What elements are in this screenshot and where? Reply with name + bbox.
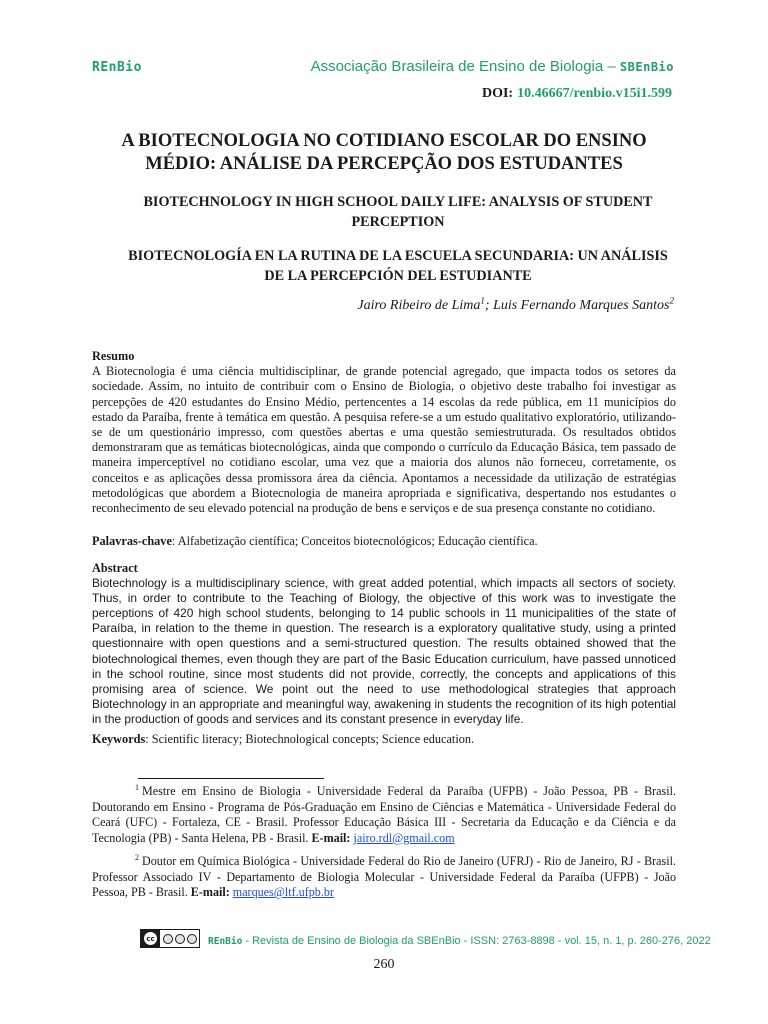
doi-label: DOI: bbox=[481, 86, 514, 101]
cc-terms-icons bbox=[163, 934, 197, 944]
author-1: Jairo Ribeiro de Lima bbox=[357, 298, 481, 313]
author-1-footnote-mark[interactable]: 1 bbox=[480, 295, 485, 306]
footnote-2-email-link[interactable]: marques@ltf.ufpb.br bbox=[232, 885, 334, 900]
keywords-section bbox=[92, 732, 676, 747]
abstract-section bbox=[92, 561, 676, 727]
footnote-1-text: Mestre em Ensino de Biologia - Universidade Federal da Paraíba (UFPB) - João Pessoa, PB - Brasil. Doutorando em Ensino - Programa de Pós-Graduação em Ensino de Ciências e Matemática - Universidade Federal do Ceará (UFC) - Fortaleza, CE - Brasil. Professor Educação Básica III - Secretaria da Educação e da Ciência e da Tecnologia (PB) - Santa Helena, PB - Brasil. bbox=[92, 784, 676, 845]
footnote-1-email-label: E-mail: bbox=[311, 830, 351, 845]
cc-logo-icon bbox=[141, 930, 160, 947]
resumo-section bbox=[92, 349, 676, 516]
creative-commons-badge-icon[interactable] bbox=[140, 929, 200, 948]
cc-by-icon bbox=[163, 934, 173, 944]
author-separator: ; bbox=[484, 298, 494, 313]
page-number: 260 bbox=[373, 957, 395, 972]
cc-circle-icon: cc bbox=[144, 932, 157, 945]
association-name bbox=[311, 58, 674, 75]
journal-citation-footer bbox=[208, 935, 711, 947]
cc-sa-icon bbox=[187, 934, 197, 944]
title-portuguese: A BIOTECNOLOGIA NO COTIDIANO ESCOLAR DO ENSINO MÉDIO: ANÁLISE DA PERCEPÇÃO DOS ESTUDANTES bbox=[121, 131, 647, 174]
palavras-chave-label: Palavras-chave bbox=[92, 534, 172, 548]
keywords-label: Keywords bbox=[92, 732, 146, 746]
footer-citation: - Revista de Ensino de Biologia da SBEnBio - ISSN: 2763-8898 - vol. 15, n. 1, p. 260-276, 2022 bbox=[242, 935, 711, 947]
resumo-heading: Resumo bbox=[92, 349, 135, 363]
journal-logo: REnBio bbox=[92, 60, 142, 75]
footnote-1-mark: 1 bbox=[135, 782, 139, 792]
title-english: BIOTECHNOLOGY IN HIGH SCHOOL DAILY LIFE: ANALYSIS OF STUDENT PERCEPTION bbox=[143, 194, 653, 230]
abstract-heading: Abstract bbox=[92, 561, 138, 575]
resumo-text: A Biotecnologia é uma ciência multidisciplinar, de grande potencial agregado, que impacta todos os setores da sociedade. Assim, no intuito de contribuir com o Ensino de Biologia, o objetivo deste trabalho foi investigar as percepções de 420 estudantes do Ensino Médio, pertencentes a 14 escolas da rede pública, em 11 municípios do estado da Paraíba, frente à temática em questão. A pesquisa refere-se a um estudo qualitativo exploratório, utilizando-se de um questionário impresso, com questões abertas e uma questão semiestruturada. Os resultados obtidos demonstraram que as temáticas biotecnológicas, ainda que compondo o currículo da Educação Básica, tem passado de maneira imperceptível no cotidiano escolar, uma vez que a maioria dos alunos não forneceu, corretamente, os conceitos e as aplicações dessa promissora área da ciência. Apontamos a necessidade da utilização de estratégias metodológicas que abordem a Biotecnologia de maneira apropriada e significativa, despertando nos estudantes o reconhecimento de seu elevado potencial na produção de bens e serviços e de sua presença constante no cotidiano. bbox=[92, 364, 676, 516]
footnote-2 bbox=[92, 854, 676, 901]
footnote-2-text: Doutor em Química Biológica - Universidade Federal do Rio de Janeiro (UFRJ) - Rio de Janeiro, RJ - Brasil. Professor Associado IV - Departamento de Biologia Molecular - Universidade Federal da Paraíba (UFPB) - João Pessoa, PB - Brasil. bbox=[92, 854, 676, 900]
palavras-chave-section bbox=[92, 534, 676, 549]
footer-brand: REnBio bbox=[208, 936, 243, 947]
keywords-text: : Scientific literacy; Biotechnological concepts; Science education. bbox=[145, 732, 475, 746]
footnote-2-email-label: E-mail: bbox=[190, 885, 230, 900]
author-2: Luis Fernando Marques Santos bbox=[493, 298, 670, 313]
doi-line bbox=[482, 86, 672, 102]
palavras-chave-text: : Alfabetização científica; Conceitos biotecnológicos; Educação científica. bbox=[171, 534, 538, 548]
doi-link[interactable]: 10.46667/renbio.v15i1.599 bbox=[517, 86, 672, 101]
footnote-1 bbox=[92, 784, 676, 846]
author-line bbox=[357, 295, 674, 314]
title-spanish: BIOTECNOLOGÍA EN LA RUTINA DE LA ESCUELA SECUNDARIA: UN ANÁLISIS DE LA PERCEPCIÓN DEL ESTUDIANTE bbox=[128, 248, 668, 284]
abstract-text: Biotechnology is a multidisciplinary science, with great added potential, which impacts all sectors of society. Thus, in order to contribute to the Teaching of Biology, the objective of this work was to investigate the perceptions of 420 high school students, belonging to 14 public schools in 11 municipalities of the state of Paraíba, in relation to the theme in question. The research is a exploratory qualitative study, using a printed questionnaire with open questions and a semi-structured question. The results obtained showed that the biotechnological themes, even though they are part of the Basic Education curriculum, have passed unnoticed in the school routine, since most students did not provide, correctly, the concepts and applications of this promising area of science. We point out the need to use methodological strategies that approach Biotechnology in an appropriate and meaningful way, awakening in students the recognition of its high potential in the production of goods and services and its constant presence in everyday life. bbox=[92, 576, 676, 726]
footnote-divider bbox=[138, 778, 324, 779]
association-brand: SBEnBio bbox=[619, 60, 674, 74]
association-text: Associação Brasileira de Ensino de Biologia – bbox=[310, 58, 620, 75]
cc-nc-icon bbox=[175, 934, 185, 944]
footnote-2-mark: 2 bbox=[135, 852, 139, 862]
author-2-footnote-mark[interactable]: 2 bbox=[669, 295, 674, 306]
footnote-1-email-link[interactable]: jairo.rdl@gmail.com bbox=[353, 830, 455, 845]
